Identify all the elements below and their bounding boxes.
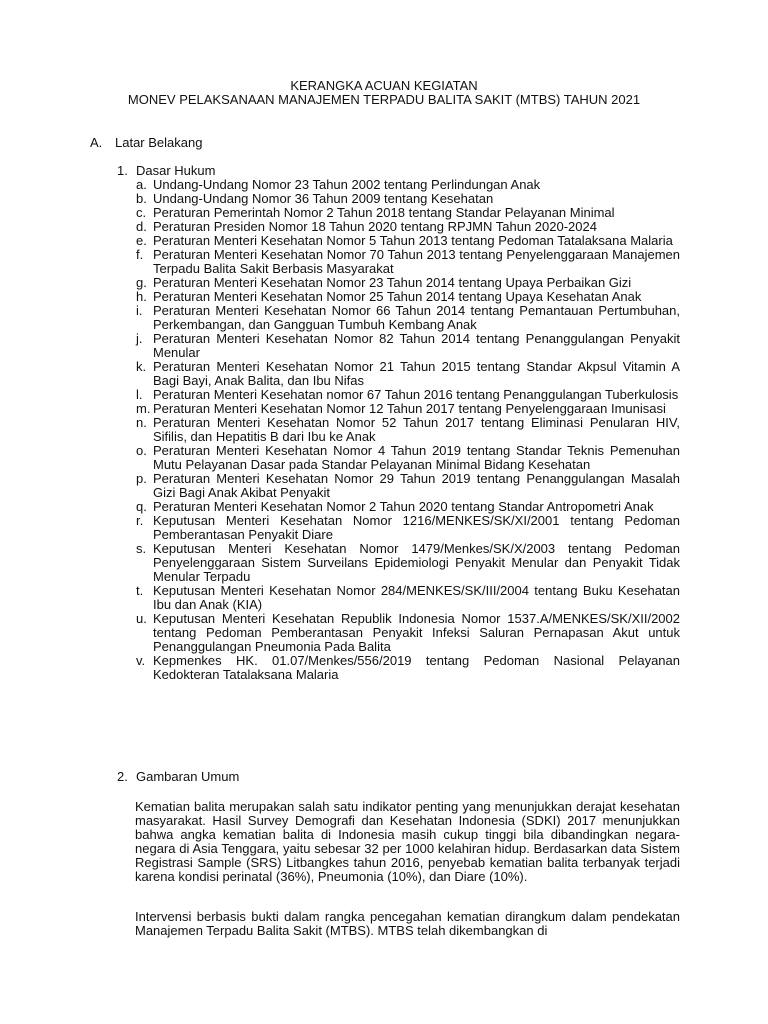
list-item-letter: u. (136, 611, 147, 626)
list-item-text: Keputusan Menteri Kesehatan Nomor 1479/Menkes/SK/X/2003 tentang Pedoman Penyelenggaraan Sistem Surveilans Epidemiologi Penyakit Menular dan Penyakit Tidak Menular Terpadu (153, 541, 680, 584)
list-item (136, 178, 680, 192)
list-item (136, 542, 680, 584)
paragraph-kematian-balita: Kematian balita merupakan salah satu indikator penting yang menunjukkan derajat kesehatan masyarakat. Hasil Survey Demografi dan Kesehatan Indonesia (SDKI) 2017 menunjukkan bahwa angka kematian balita di Indonesia masih cukup tinggi bila dibandingkan negara-negara di Asia Tenggara, yaitu sebesar 32 per 1000 kelahiran hidup. Berdasarkan data Sistem Registrasi Sample (SRS) Litbangkes tahun 2016, penyebab kematian balita terbanyak terjadi karena kondisi perinatal (36%), Pneumonia (10%), dan Diare (10%). (135, 799, 680, 884)
list-item-text: Peraturan Presiden Nomor 18 Tahun 2020 tentang RPJMN Tahun 2020-2024 (153, 219, 597, 234)
list-item-text: Peraturan Menteri Kesehatan Nomor 12 Tahun 2017 tentang Penyelenggaraan Imunisasi (153, 401, 666, 416)
list-item-letter: l. (136, 387, 143, 402)
subsection-title: Dasar Hukum (136, 163, 216, 178)
section-label: A. (90, 135, 103, 150)
list-item-letter: m. (136, 401, 151, 416)
list-item (136, 402, 680, 416)
list-item-text: Peraturan Pemerintah Nomor 2 Tahun 2018 tentang Standar Pelayanan Minimal (153, 205, 615, 220)
subsection-heading-dasar-hukum (117, 164, 215, 178)
list-item-letter: t. (136, 583, 144, 598)
list-item-text: Keputusan Menteri Kesehatan Republik Indonesia Nomor 1537.A/MENKES/SK/XII/2002 tentang Pedoman Pemberantasan Penyakit Infeksi Saluran Pernapasan Akut untuk Penanggulangan Pneumonia Pada Balita (153, 611, 680, 654)
list-item-letter: n. (136, 415, 147, 430)
list-item (136, 192, 680, 206)
section-title: Latar Belakang (115, 135, 203, 150)
list-item-letter: r. (136, 513, 144, 528)
list-item-letter: f. (136, 247, 144, 262)
list-item-text: Peraturan Menteri Kesehatan Nomor 52 Tahun 2017 tentang Eliminasi Penularan HIV, Sifilis, dan Hepatitis B dari Ibu ke Anak (153, 415, 680, 444)
list-item (136, 276, 680, 290)
list-item-letter: h. (136, 289, 147, 304)
list-item-letter: q. (136, 499, 147, 514)
list-item-letter: v. (136, 653, 146, 668)
list-item-letter: s. (136, 541, 147, 556)
list-item-letter: e. (136, 233, 147, 248)
list-item-text: Peraturan Menteri Kesehatan nomor 67 Tahun 2016 tentang Penanggulangan Tuberkulosis (153, 387, 679, 402)
legal-basis-list (136, 178, 680, 682)
list-item-letter: k. (136, 359, 147, 374)
list-item (136, 234, 680, 248)
section-heading-a (90, 136, 202, 150)
list-item-text: Peraturan Menteri Kesehatan Nomor 5 Tahun 2013 tentang Pedoman Tatalaksana Malaria (153, 233, 673, 248)
list-item-text: Undang-Undang Nomor 36 Tahun 2009 tentang Kesehatan (153, 191, 494, 206)
subsection-title: Gambaran Umum (136, 769, 240, 784)
list-item (136, 472, 680, 500)
list-item (136, 500, 680, 514)
list-item-text: Peraturan Menteri Kesehatan Nomor 70 Tahun 2013 tentang Penyelenggaraan Manajemen Terpadu Balita Sakit Berbasis Masyarakat (153, 247, 680, 276)
list-item-letter: o. (136, 443, 147, 458)
subsection-heading-gambaran-umum (117, 770, 239, 784)
list-item-text: Kepmenkes HK. 01.07/Menkes/556/2019 tentang Pedoman Nasional Pelayanan Kedokteran Tatalaksana Malaria (153, 653, 680, 682)
list-item-text: Peraturan Menteri Kesehatan Nomor 2 Tahun 2020 tentang Standar Antropometri Anak (153, 499, 654, 514)
list-item-text: Undang-Undang Nomor 23 Tahun 2002 tentang Perlindungan Anak (153, 177, 541, 192)
list-item-letter: b. (136, 191, 147, 206)
list-item-letter: c. (136, 205, 147, 220)
list-item-letter: p. (136, 471, 147, 486)
list-item (136, 388, 680, 402)
list-item (136, 248, 680, 276)
list-item (136, 444, 680, 472)
list-item-letter: i. (136, 303, 143, 318)
list-item-letter: g. (136, 275, 147, 290)
list-item (136, 360, 680, 388)
document-subtitle: MONEV PELAKSANAAN MANAJEMEN TERPADU BALITA SAKIT (MTBS) TAHUN 2021 (127, 92, 641, 107)
list-item (136, 584, 680, 612)
list-item-text: Peraturan Menteri Kesehatan Nomor 21 Tahun 2015 tentang Standar Akpsul Vitamin A Bagi Bayi, Anak Balita, dan Ibu Nifas (153, 359, 680, 388)
list-item (136, 332, 680, 360)
document-title: KERANGKA ACUAN KEGIATAN (290, 78, 478, 93)
list-item-letter: j. (136, 331, 143, 346)
list-item-letter: a. (136, 177, 147, 192)
list-item (136, 206, 680, 220)
list-item (136, 654, 680, 682)
list-item-text: Peraturan Menteri Kesehatan Nomor 23 Tahun 2014 tentang Upaya Perbaikan Gizi (153, 275, 632, 290)
list-item (136, 304, 680, 332)
list-item-letter: d. (136, 219, 147, 234)
list-item-text: Keputusan Menteri Kesehatan Nomor 284/MENKES/SK/III/2004 tentang Buku Kesehatan Ibu dan Anak (KIA) (153, 583, 680, 612)
paragraph-intervensi: Intervensi berbasis bukti dalam rangka pencegahan kematian dirangkum dalam pendekatan Manajemen Terpadu Balita Sakit (MTBS). MTBS telah dikembangkan di (135, 909, 680, 938)
list-item-text: Peraturan Menteri Kesehatan Nomor 82 Tahun 2014 tentang Penanggulangan Penyakit Menular (153, 331, 680, 360)
list-item (136, 290, 680, 304)
list-item (136, 220, 680, 234)
subsection-number: 2. (117, 769, 128, 784)
document-header (0, 79, 768, 107)
list-item-text: Peraturan Menteri Kesehatan Nomor 66 Tahun 2014 tentang Pemantauan Pertumbuhan, Perkembangan, dan Gangguan Tumbuh Kembang Anak (153, 303, 680, 332)
list-item-text: Peraturan Menteri Kesehatan Nomor 4 Tahun 2019 tentang Standar Teknis Pemenuhan Mutu Pelayanan Dasar pada Standar Pelayanan Minimal Bidang Kesehatan (153, 443, 680, 472)
list-item-text: Peraturan Menteri Kesehatan Nomor 25 Tahun 2014 tentang Upaya Kesehatan Anak (153, 289, 642, 304)
subsection-number: 1. (117, 163, 128, 178)
list-item-text: Peraturan Menteri Kesehatan Nomor 29 Tahun 2019 tentang Penanggulangan Masalah Gizi Bagi Anak Akibat Penyakit (153, 471, 680, 500)
list-item (136, 416, 680, 444)
list-item (136, 514, 680, 542)
list-item (136, 612, 680, 654)
list-item-text: Keputusan Menteri Kesehatan Nomor 1216/MENKES/SK/XI/2001 tentang Pedoman Pemberantasan Penyakit Diare (153, 513, 680, 542)
